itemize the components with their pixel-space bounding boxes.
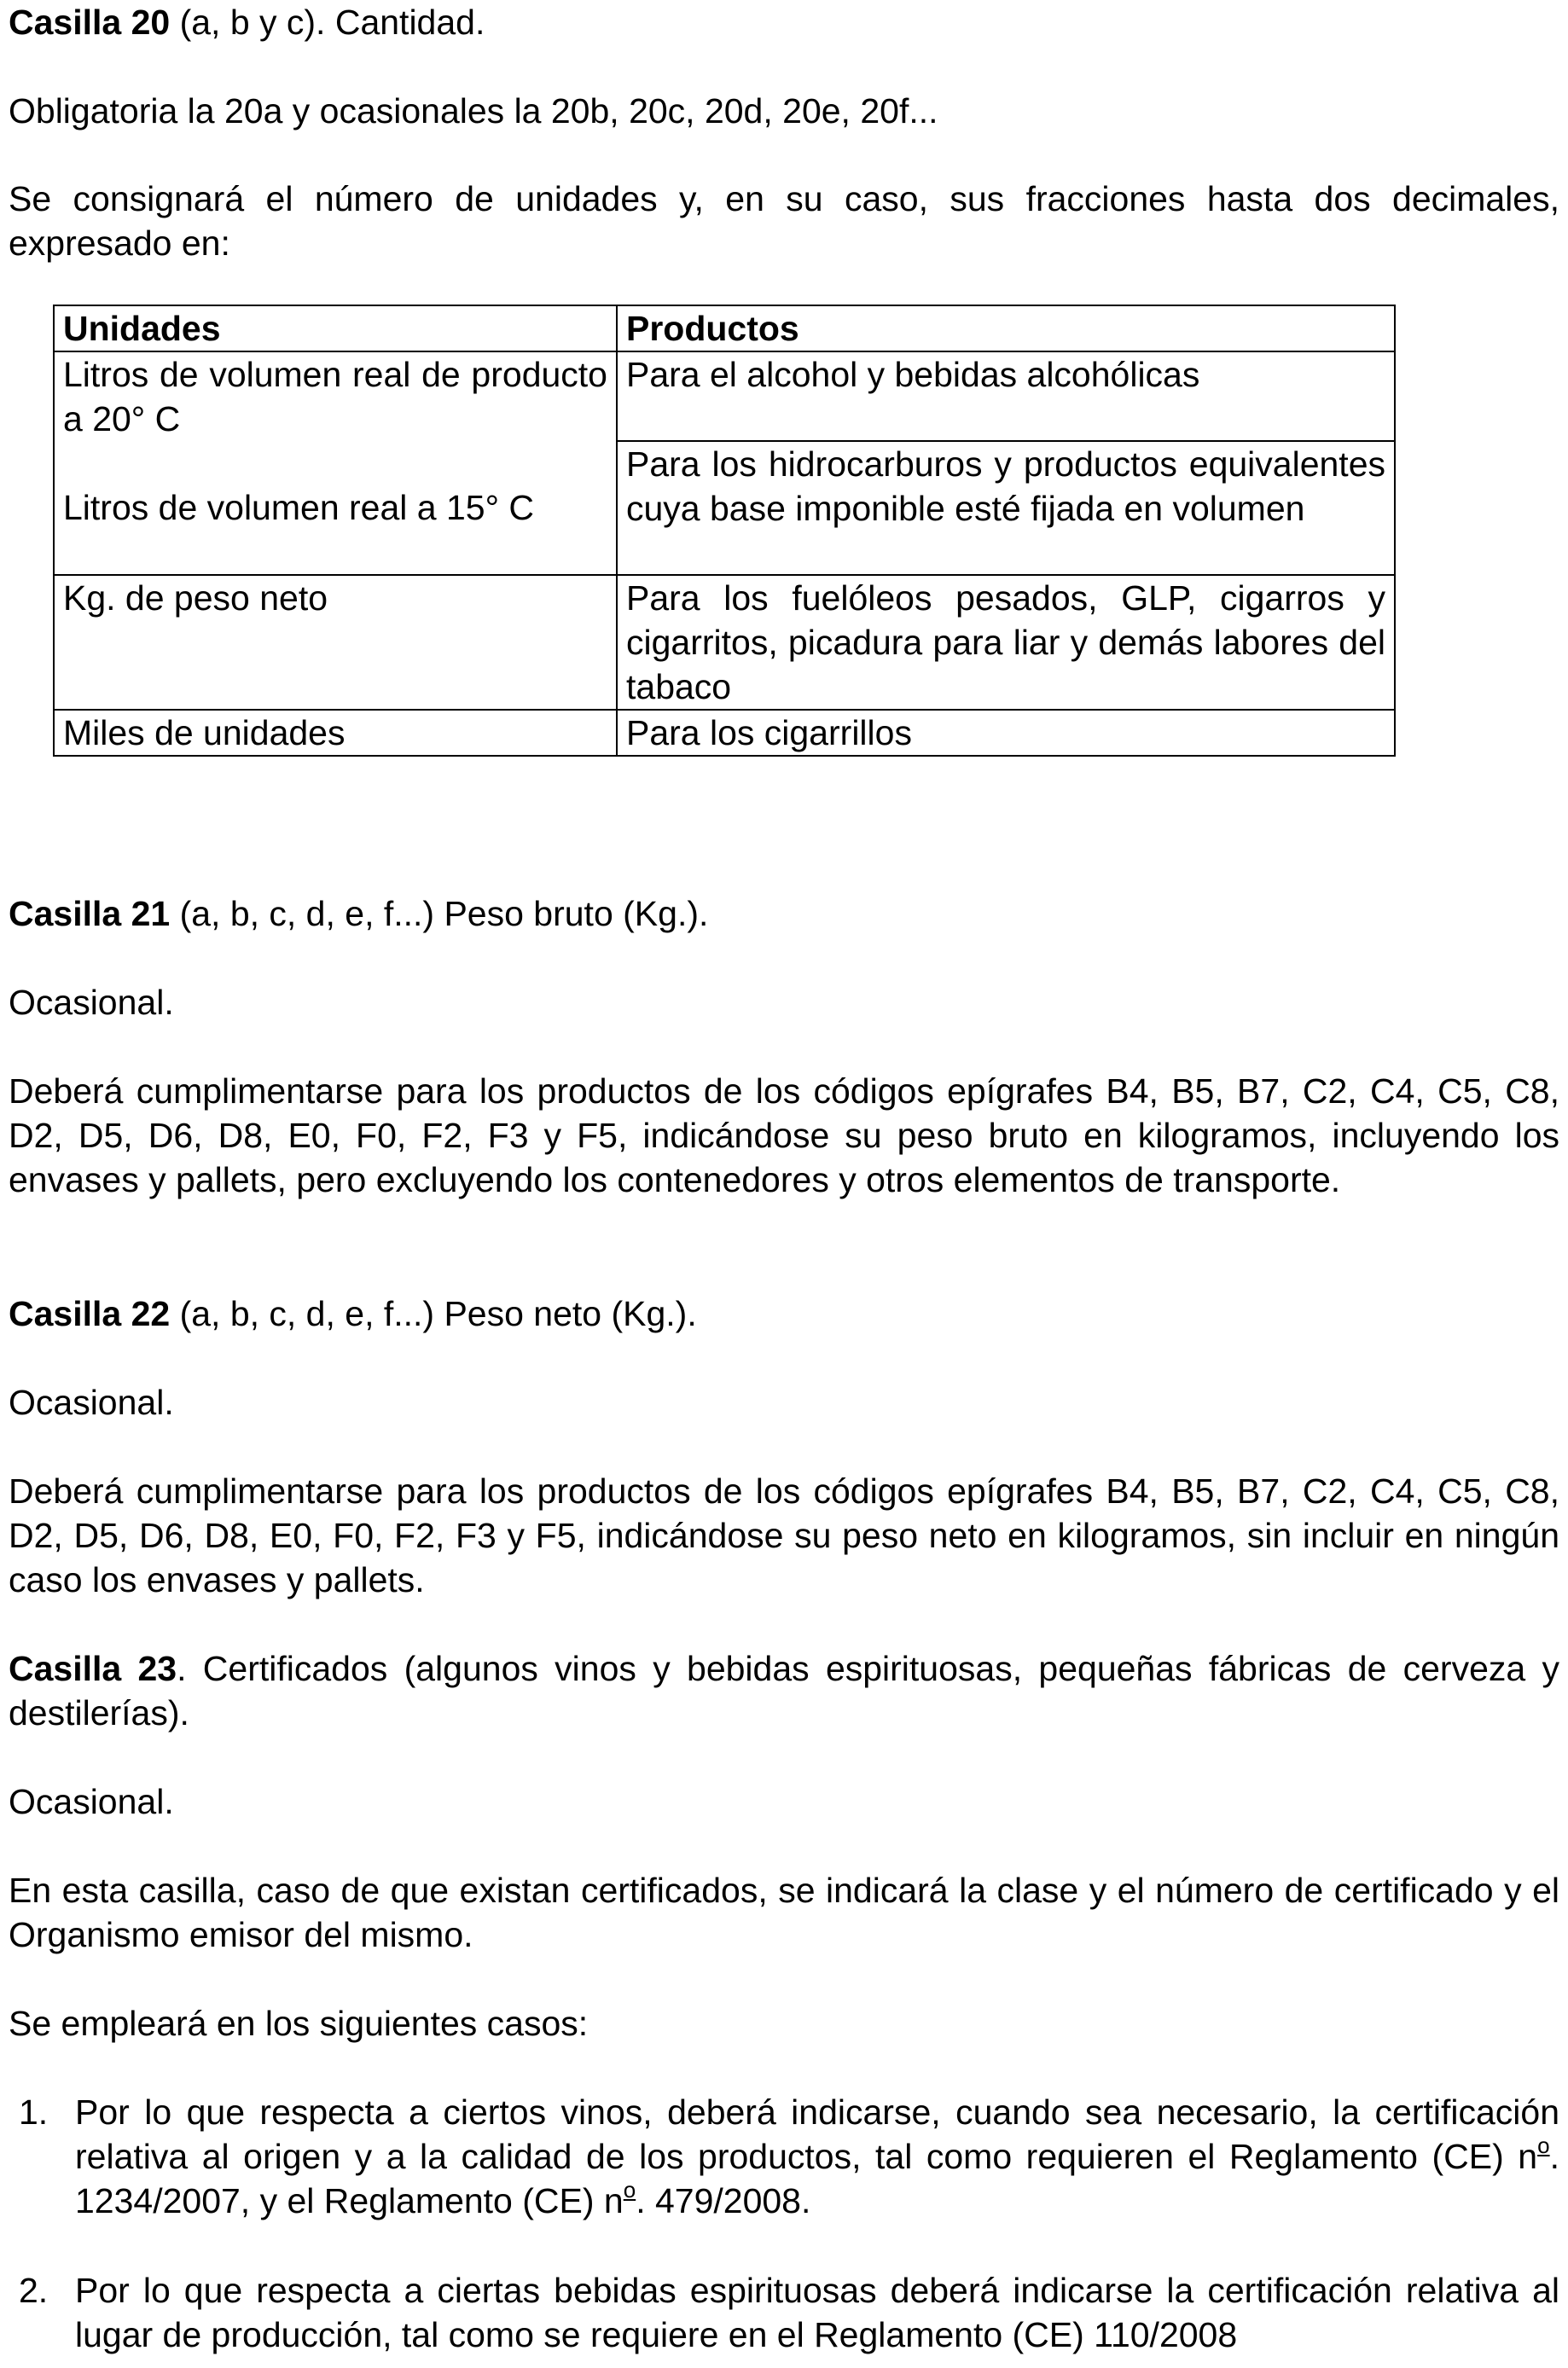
list-item-number: 1. bbox=[19, 2092, 49, 2132]
casilla-23-title: . Certificados (algunos vinos y bebidas espirituosas, pequeñas fábricas de cerveza y destilerías). bbox=[9, 1649, 1559, 1732]
casilla-21-heading bbox=[9, 891, 1559, 936]
casilla-23-label: Casilla 23 bbox=[9, 1649, 177, 1688]
casilla-20-description: Se consignará el número de unidades y, en su caso, sus fracciones hasta dos decimales, expresado en: bbox=[9, 179, 1559, 263]
casilla-23-occasional: Ocasional. bbox=[9, 1782, 174, 1821]
ordinal-mark: o bbox=[623, 2177, 636, 2203]
ordinal-mark: o bbox=[1537, 2133, 1550, 2158]
unit-cell: Miles de unidades bbox=[54, 710, 617, 756]
casilla-21-description: Deberá cumplimentarse para los productos de los códigos epígrafes B4, B5, B7, C2, C4, C5, C8, D2, D5, D6, D8, E0, F0, F2, F3 y F5, indicándose su peso bruto en kilogramos, incluyendo los envases y pallets, pero excluyendo los contenedores y otros elementos de transporte. bbox=[9, 1071, 1559, 1199]
products-header: Productos bbox=[617, 305, 1395, 351]
units-table bbox=[53, 305, 1396, 757]
list-item-number: 2. bbox=[19, 2271, 49, 2310]
unit-cell: Litros de volumen real a 15° C bbox=[54, 441, 617, 575]
casilla-21-occasional: Ocasional. bbox=[9, 983, 174, 1022]
list-item-text: Por lo que respecta a ciertas bebidas espirituosas deberá indicarse la certificación relativa al lugar de producción, tal como se requiere en el Reglamento (CE) 110/2008 bbox=[75, 2271, 1559, 2354]
product-cell: Para los fuelóleos pesados, GLP, cigarros y cigarritos, picadura para liar y demás labores del tabaco bbox=[617, 575, 1395, 710]
product-cell: Para los hidrocarburos y productos equivalentes cuya base imponible esté fijada en volumen bbox=[617, 441, 1395, 575]
list-item-text bbox=[75, 2090, 1559, 2223]
casilla-23-description: En esta casilla, caso de que existan certificados, se indicará la clase y el número de certificado y el Organismo emisor del mismo. bbox=[9, 1871, 1559, 1954]
casilla-20-title: (a, b y c). Cantidad. bbox=[170, 3, 485, 42]
list-item-text-part: . 479/2008. bbox=[636, 2181, 811, 2220]
casilla-23-heading bbox=[9, 1646, 1559, 1735]
table-row bbox=[54, 441, 1395, 575]
casilla-20-label: Casilla 20 bbox=[9, 3, 171, 42]
casilla-20-obligation: Obligatoria la 20a y ocasionales la 20b, 20c, 20d, 20e, 20f... bbox=[9, 91, 938, 131]
units-table-header-row bbox=[54, 305, 1395, 351]
casilla-20-heading bbox=[9, 0, 1559, 44]
casilla-21-label: Casilla 21 bbox=[9, 894, 171, 933]
casilla-22-description: Deberá cumplimentarse para los productos de los códigos epígrafes B4, B5, B7, C2, C4, C5, C8, D2, D5, D6, D8, E0, F0, F2, F3 y F5, indicándose su peso neto en kilogramos, sin incluir en ningún caso los envases y pallets. bbox=[9, 1471, 1559, 1599]
casilla-22-label: Casilla 22 bbox=[9, 1294, 171, 1333]
units-header: Unidades bbox=[54, 305, 617, 351]
product-cell: Para el alcohol y bebidas alcohólicas bbox=[617, 351, 1395, 441]
list-item-text-part: Por lo que respecta a ciertos vinos, deberá indicarse, cuando sea necesario, la certificación relativa al origen y a la calidad de los productos, tal como requieren el Reglamento (CE) n bbox=[75, 2092, 1559, 2176]
unit-cell: Kg. de peso neto bbox=[54, 575, 617, 710]
casilla-22-title: (a, b, c, d, e, f...) Peso neto (Kg.). bbox=[170, 1294, 697, 1333]
casilla-23-cases-intro: Se empleará en los siguientes casos: bbox=[9, 2004, 589, 2043]
casilla-21-title: (a, b, c, d, e, f...) Peso bruto (Kg.). bbox=[170, 894, 709, 933]
product-cell: Para los cigarrillos bbox=[617, 710, 1395, 756]
casilla-22-heading bbox=[9, 1291, 1559, 1336]
table-row bbox=[54, 575, 1395, 710]
unit-cell: Litros de volumen real de producto a 20° C bbox=[54, 351, 617, 441]
table-row bbox=[54, 351, 1395, 441]
table-row bbox=[54, 710, 1395, 756]
casilla-22-occasional: Ocasional. bbox=[9, 1383, 174, 1422]
list-item-text-part: . 1234/2007, y el Reglamento (CE) n bbox=[75, 2137, 1559, 2220]
